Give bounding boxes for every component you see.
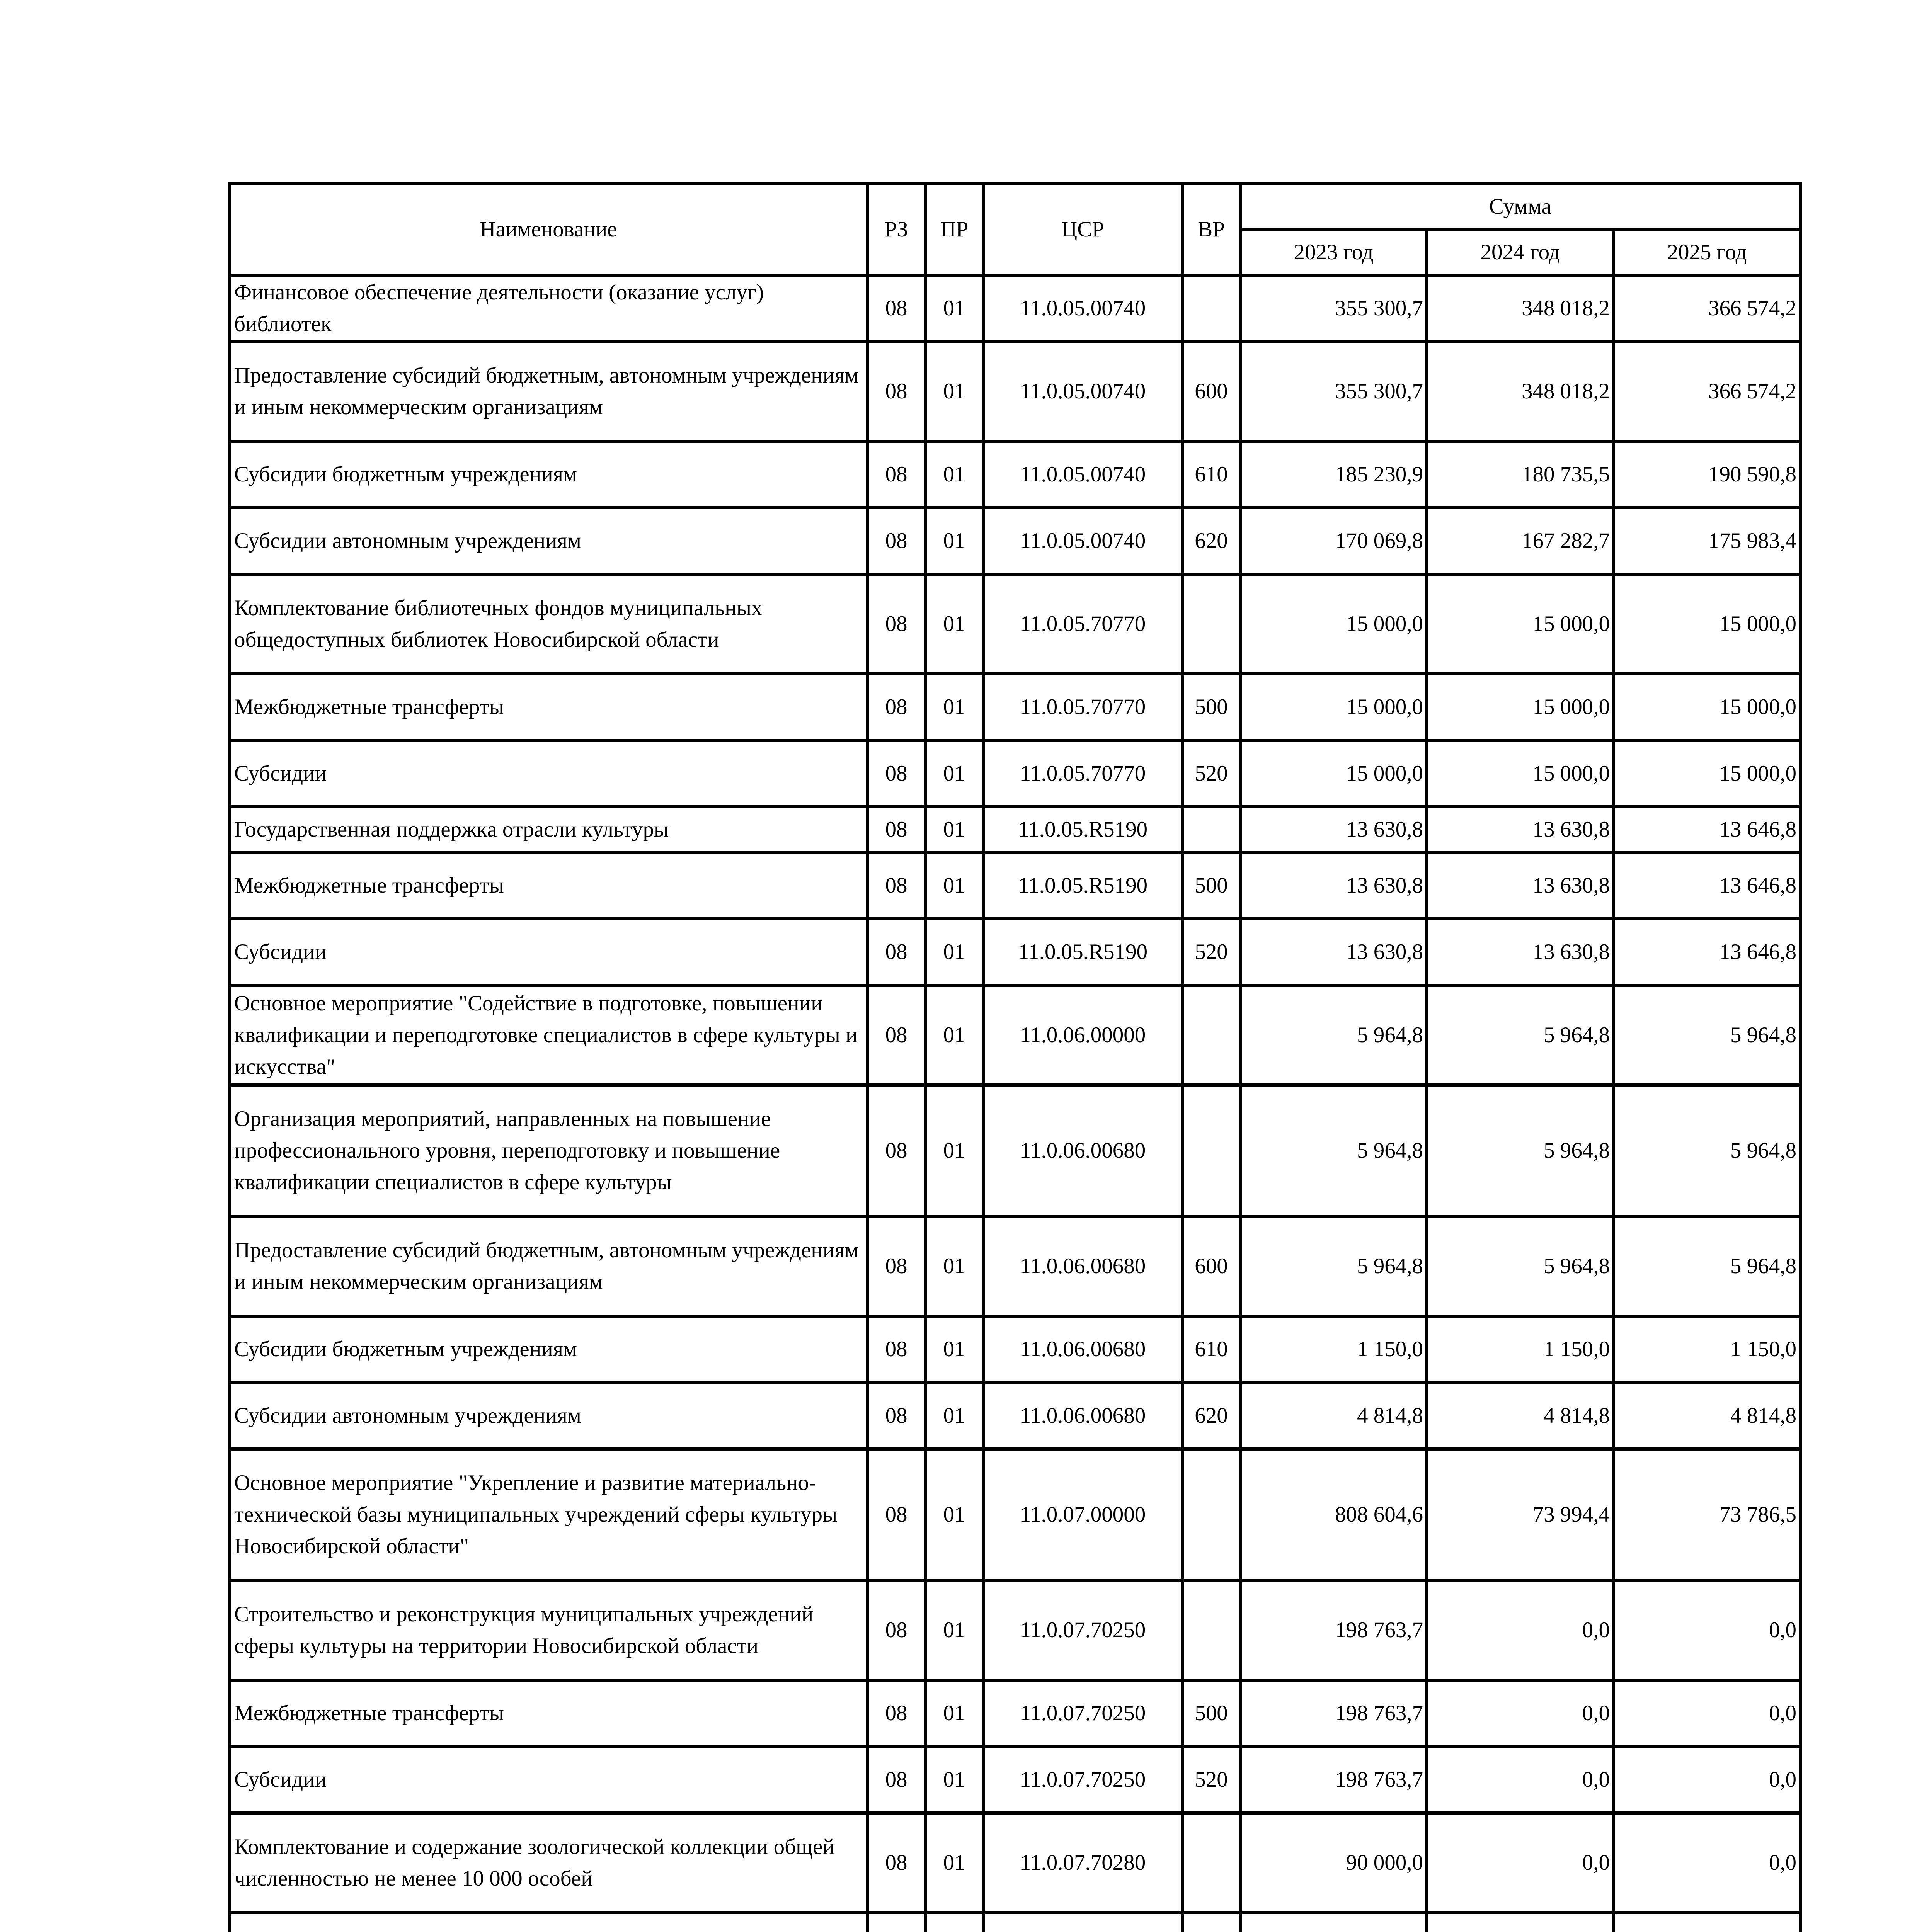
- row-2025-cell: 13 646,8: [1614, 807, 1800, 852]
- row-2024-cell: 13 630,8: [1427, 919, 1614, 985]
- row-pr-cell: 01: [925, 342, 983, 441]
- row-rz-cell: [867, 1913, 925, 1932]
- header-vr: ВР: [1182, 184, 1240, 275]
- row-2024-cell: [1427, 1913, 1614, 1932]
- row-2024-cell: 13 630,8: [1427, 852, 1614, 919]
- row-rz-cell: 08: [867, 919, 925, 985]
- row-2025-cell: 0,0: [1614, 1747, 1800, 1813]
- row-csr-cell: 11.0.07.00000: [983, 1449, 1182, 1580]
- row-vr-cell: 610: [1182, 1316, 1240, 1383]
- row-pr-cell: 01: [925, 674, 983, 740]
- row-csr-cell: 11.0.05.70770: [983, 574, 1182, 674]
- row-rz-cell: 08: [867, 807, 925, 852]
- row-pr-cell: 01: [925, 441, 983, 508]
- row-pr-cell: 01: [925, 1216, 983, 1316]
- row-name-cell: Субсидии: [230, 919, 867, 985]
- row-2025-cell: 5 964,8: [1614, 1216, 1800, 1316]
- row-2023-cell: 13 630,8: [1240, 919, 1427, 985]
- row-name-cell: Комплектование библиотечных фондов муниципальных общедоступных библиотек Новосибирской области: [230, 574, 867, 674]
- row-2024-cell: 5 964,8: [1427, 985, 1614, 1085]
- row-vr-cell: [1182, 1085, 1240, 1216]
- table-body: [230, 275, 1800, 1932]
- header-year-2025: 2025 год: [1614, 230, 1800, 275]
- row-csr-cell: 11.0.07.70250: [983, 1580, 1182, 1680]
- row-2025-cell: 0,0: [1614, 1680, 1800, 1747]
- row-name-cell: Строительство и реконструкция муниципальных учреждений сферы культуры на территории Новосибирской области: [230, 1580, 867, 1680]
- row-rz-cell: 08: [867, 985, 925, 1085]
- row-2025-cell: 175 983,4: [1614, 508, 1800, 574]
- row-csr-cell: 11.0.05.00740: [983, 441, 1182, 508]
- row-2024-cell: 180 735,5: [1427, 441, 1614, 508]
- row-2024-cell: 348 018,2: [1427, 342, 1614, 441]
- row-2024-cell: 0,0: [1427, 1813, 1614, 1913]
- row-pr-cell: 01: [925, 740, 983, 807]
- table-row: [230, 508, 1800, 574]
- row-2023-cell: 198 763,7: [1240, 1747, 1427, 1813]
- row-name-cell: Межбюджетные трансферты: [230, 1680, 867, 1747]
- row-name-cell: Комплектование и содержание зоологической коллекции общей численностью не менее 10 000 особей: [230, 1813, 867, 1913]
- row-csr-cell: 11.0.05.R5190: [983, 919, 1182, 985]
- row-2025-cell: 1 150,0: [1614, 1316, 1800, 1383]
- row-csr-cell: 11.0.05.R5190: [983, 852, 1182, 919]
- row-2023-cell: 13 630,8: [1240, 807, 1427, 852]
- table-row: [230, 740, 1800, 807]
- row-2023-cell: [1240, 1913, 1427, 1932]
- row-2023-cell: 13 630,8: [1240, 852, 1427, 919]
- row-2024-cell: 348 018,2: [1427, 275, 1614, 342]
- row-2024-cell: 73 994,4: [1427, 1449, 1614, 1580]
- header-year-2023: 2023 год: [1240, 230, 1427, 275]
- row-2024-cell: 13 630,8: [1427, 807, 1614, 852]
- row-vr-cell: 500: [1182, 852, 1240, 919]
- row-2023-cell: 5 964,8: [1240, 1216, 1427, 1316]
- row-2023-cell: 1 150,0: [1240, 1316, 1427, 1383]
- row-pr-cell: 01: [925, 1316, 983, 1383]
- row-pr-cell: 01: [925, 1449, 983, 1580]
- row-pr-cell: 01: [925, 852, 983, 919]
- row-rz-cell: 08: [867, 508, 925, 574]
- row-name-cell: Субсидии: [230, 1747, 867, 1813]
- row-vr-cell: 620: [1182, 508, 1240, 574]
- row-csr-cell: 11.0.06.00680: [983, 1216, 1182, 1316]
- table-row: [230, 1580, 1800, 1680]
- row-vr-cell: [1182, 985, 1240, 1085]
- row-rz-cell: 08: [867, 674, 925, 740]
- row-csr-cell: 11.0.05.00740: [983, 342, 1182, 441]
- row-pr-cell: 01: [925, 275, 983, 342]
- row-name-cell: Субсидии бюджетным учреждениям: [230, 441, 867, 508]
- row-name-cell: Межбюджетные трансферты: [230, 674, 867, 740]
- row-2023-cell: 15 000,0: [1240, 574, 1427, 674]
- table-row: [230, 985, 1800, 1085]
- row-2025-cell: 15 000,0: [1614, 574, 1800, 674]
- row-pr-cell: 01: [925, 1747, 983, 1813]
- row-pr-cell: 01: [925, 1580, 983, 1680]
- row-2025-cell: 13 646,8: [1614, 919, 1800, 985]
- row-2025-cell: 73 786,5: [1614, 1449, 1800, 1580]
- table-row: [230, 441, 1800, 508]
- table-row: [230, 1449, 1800, 1580]
- row-pr-cell: 01: [925, 508, 983, 574]
- table-row: [230, 1085, 1800, 1216]
- row-vr-cell: [1182, 1580, 1240, 1680]
- row-csr-cell: 11.0.06.00680: [983, 1316, 1182, 1383]
- row-name-cell: Предоставление субсидий бюджетным, автономным учреждениям и иным некоммерческим организациям: [230, 1216, 867, 1316]
- row-2025-cell: 5 964,8: [1614, 1085, 1800, 1216]
- row-vr-cell: 600: [1182, 1216, 1240, 1316]
- header-name: Наименование: [230, 184, 867, 275]
- row-2023-cell: 15 000,0: [1240, 674, 1427, 740]
- row-name-cell: Межбюджетные трансферты: [230, 852, 867, 919]
- row-vr-cell: [1182, 1813, 1240, 1913]
- row-vr-cell: 620: [1182, 1383, 1240, 1449]
- budget-table: [228, 182, 1802, 1932]
- row-2023-cell: 198 763,7: [1240, 1580, 1427, 1680]
- row-name-cell: Государственная поддержка отрасли культуры: [230, 807, 867, 852]
- table-row: [230, 852, 1800, 919]
- row-2024-cell: 167 282,7: [1427, 508, 1614, 574]
- row-csr-cell: 11.0.07.70280: [983, 1813, 1182, 1913]
- row-name-cell: Субсидии автономным учреждениям: [230, 508, 867, 574]
- row-pr-cell: 01: [925, 807, 983, 852]
- row-csr-cell: 11.0.05.00740: [983, 275, 1182, 342]
- row-2024-cell: 15 000,0: [1427, 740, 1614, 807]
- row-2025-cell: 366 574,2: [1614, 275, 1800, 342]
- row-rz-cell: 08: [867, 1216, 925, 1316]
- row-2025-cell: 15 000,0: [1614, 674, 1800, 740]
- table-row: [230, 1813, 1800, 1913]
- row-2024-cell: 4 814,8: [1427, 1383, 1614, 1449]
- row-2023-cell: 5 964,8: [1240, 1085, 1427, 1216]
- header-row-1: [230, 184, 1800, 230]
- row-rz-cell: 08: [867, 441, 925, 508]
- table-row: [230, 275, 1800, 342]
- row-pr-cell: 01: [925, 574, 983, 674]
- row-rz-cell: 08: [867, 1813, 925, 1913]
- row-pr-cell: 01: [925, 1813, 983, 1913]
- table-row: [230, 807, 1800, 852]
- row-2023-cell: 90 000,0: [1240, 1813, 1427, 1913]
- table-row: [230, 1216, 1800, 1316]
- row-2025-cell: 190 590,8: [1614, 441, 1800, 508]
- row-2023-cell: 355 300,7: [1240, 342, 1427, 441]
- row-2024-cell: 0,0: [1427, 1580, 1614, 1680]
- row-vr-cell: 500: [1182, 674, 1240, 740]
- row-rz-cell: 08: [867, 1449, 925, 1580]
- row-2025-cell: 5 964,8: [1614, 985, 1800, 1085]
- row-name-cell: Субсидии автономным учреждениям: [230, 1383, 867, 1449]
- row-2024-cell: 0,0: [1427, 1747, 1614, 1813]
- row-pr-cell: 01: [925, 1085, 983, 1216]
- table-row: [230, 1913, 1800, 1932]
- row-vr-cell: 520: [1182, 919, 1240, 985]
- table-row: [230, 1383, 1800, 1449]
- header-csr: ЦСР: [983, 184, 1182, 275]
- row-name-cell: Организация мероприятий, направленных на повышение профессионального уровня, переподготовку и повышение квалификации специалистов в сфере культуры: [230, 1085, 867, 1216]
- row-vr-cell: [1182, 1913, 1240, 1932]
- row-rz-cell: 08: [867, 852, 925, 919]
- row-rz-cell: 08: [867, 1316, 925, 1383]
- row-name-cell: [230, 1913, 867, 1932]
- row-2025-cell: 4 814,8: [1614, 1383, 1800, 1449]
- row-csr-cell: [983, 1913, 1182, 1932]
- row-name-cell: Основное мероприятие "Содействие в подготовке, повышении квалификации и переподготовке специалистов в сфере культуры и искусства": [230, 985, 867, 1085]
- table-row: [230, 574, 1800, 674]
- row-csr-cell: 11.0.05.R5190: [983, 807, 1182, 852]
- row-name-cell: Субсидии бюджетным учреждениям: [230, 1316, 867, 1383]
- table-row: [230, 1680, 1800, 1747]
- row-2023-cell: 4 814,8: [1240, 1383, 1427, 1449]
- row-vr-cell: [1182, 275, 1240, 342]
- row-vr-cell: [1182, 1449, 1240, 1580]
- row-pr-cell: 01: [925, 985, 983, 1085]
- row-vr-cell: [1182, 574, 1240, 674]
- row-2024-cell: 5 964,8: [1427, 1216, 1614, 1316]
- row-rz-cell: 08: [867, 1680, 925, 1747]
- table-row: [230, 1316, 1800, 1383]
- row-rz-cell: 08: [867, 574, 925, 674]
- row-csr-cell: 11.0.06.00000: [983, 985, 1182, 1085]
- row-2025-cell: 0,0: [1614, 1813, 1800, 1913]
- table-row: [230, 919, 1800, 985]
- row-2024-cell: 0,0: [1427, 1680, 1614, 1747]
- row-csr-cell: 11.0.07.70250: [983, 1680, 1182, 1747]
- row-rz-cell: 08: [867, 1383, 925, 1449]
- header-rz: РЗ: [867, 184, 925, 275]
- row-pr-cell: 01: [925, 919, 983, 985]
- row-rz-cell: 08: [867, 1580, 925, 1680]
- row-pr-cell: 01: [925, 1680, 983, 1747]
- row-2025-cell: 15 000,0: [1614, 740, 1800, 807]
- row-2023-cell: 170 069,8: [1240, 508, 1427, 574]
- row-2024-cell: 1 150,0: [1427, 1316, 1614, 1383]
- row-pr-cell: 01: [925, 1383, 983, 1449]
- row-csr-cell: 11.0.05.70770: [983, 740, 1182, 807]
- row-vr-cell: [1182, 807, 1240, 852]
- row-name-cell: Субсидии: [230, 740, 867, 807]
- row-2025-cell: 13 646,8: [1614, 852, 1800, 919]
- row-2024-cell: 15 000,0: [1427, 674, 1614, 740]
- row-2025-cell: 0,0: [1614, 1580, 1800, 1680]
- row-vr-cell: 520: [1182, 1747, 1240, 1813]
- row-rz-cell: 08: [867, 342, 925, 441]
- row-csr-cell: 11.0.06.00680: [983, 1085, 1182, 1216]
- row-rz-cell: 08: [867, 275, 925, 342]
- row-csr-cell: 11.0.05.00740: [983, 508, 1182, 574]
- row-vr-cell: 600: [1182, 342, 1240, 441]
- row-csr-cell: 11.0.07.70250: [983, 1747, 1182, 1813]
- row-pr-cell: [925, 1913, 983, 1932]
- row-csr-cell: 11.0.05.70770: [983, 674, 1182, 740]
- row-2024-cell: 5 964,8: [1427, 1085, 1614, 1216]
- row-name-cell: Предоставление субсидий бюджетным, автономным учреждениям и иным некоммерческим организациям: [230, 342, 867, 441]
- row-csr-cell: 11.0.06.00680: [983, 1383, 1182, 1449]
- row-2023-cell: 808 604,6: [1240, 1449, 1427, 1580]
- row-rz-cell: 08: [867, 1747, 925, 1813]
- row-2023-cell: 5 964,8: [1240, 985, 1427, 1085]
- row-vr-cell: 520: [1182, 740, 1240, 807]
- row-2025-cell: [1614, 1913, 1800, 1932]
- row-2023-cell: 185 230,9: [1240, 441, 1427, 508]
- row-vr-cell: 610: [1182, 441, 1240, 508]
- row-rz-cell: 08: [867, 1085, 925, 1216]
- header-year-2024: 2024 год: [1427, 230, 1614, 275]
- table-row: [230, 674, 1800, 740]
- row-2023-cell: 355 300,7: [1240, 275, 1427, 342]
- row-vr-cell: 500: [1182, 1680, 1240, 1747]
- row-rz-cell: 08: [867, 740, 925, 807]
- row-2024-cell: 15 000,0: [1427, 574, 1614, 674]
- table-row: [230, 1747, 1800, 1813]
- row-2025-cell: 366 574,2: [1614, 342, 1800, 441]
- row-name-cell: Финансовое обеспечение деятельности (оказание услуг) библиотек: [230, 275, 867, 342]
- row-2023-cell: 198 763,7: [1240, 1680, 1427, 1747]
- row-2023-cell: 15 000,0: [1240, 740, 1427, 807]
- table-row: [230, 342, 1800, 441]
- row-name-cell: Основное мероприятие "Укрепление и развитие материально-технической базы муниципальных учреждений сферы культуры Новосибирской области": [230, 1449, 867, 1580]
- header-pr: ПР: [925, 184, 983, 275]
- header-sum: Сумма: [1240, 184, 1800, 230]
